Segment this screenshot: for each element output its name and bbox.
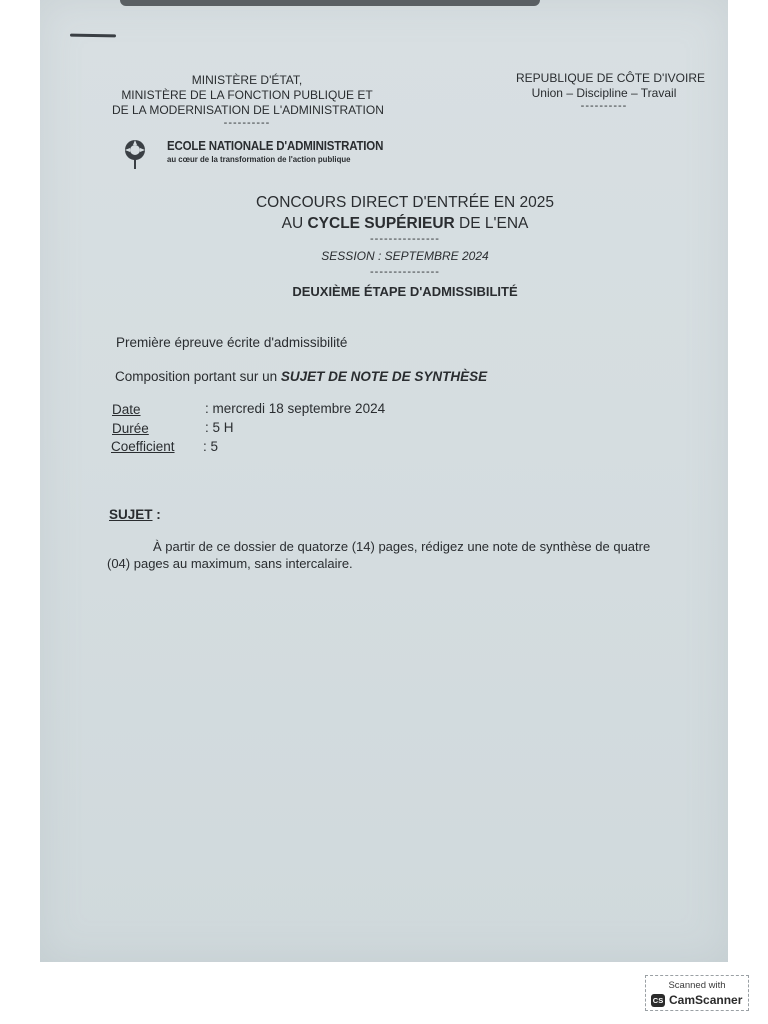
page-top-shadow [120, 0, 540, 6]
ministry-line-1: MINISTÈRE D'ÉTAT, [191, 73, 303, 87]
ministry-line-2: MINISTÈRE DE LA FONCTION PUBLIQUE ET [121, 88, 373, 102]
republic-header [516, 71, 705, 112]
republic-name: REPUBLIQUE DE CÔTE D'IVOIRE [516, 71, 705, 85]
badge-brand-name: CamScanner [669, 993, 743, 1007]
republic-motto: Union – Discipline – Travail [531, 86, 677, 100]
republic-separator: ---------- [580, 100, 628, 112]
duration-value: : 5 H [205, 420, 234, 435]
contest-title-line-1: CONCOURS DIRECT D'ENTRÉE EN 2025 [255, 194, 555, 211]
ena-emblem-icon [118, 136, 152, 170]
title-separator: --------------- [370, 233, 440, 245]
ministry-header [112, 73, 382, 129]
contest-title-line-2: AU CYCLE SUPÉRIEUR DE L'ENA [281, 215, 529, 232]
school-name: ECOLE NATIONALE D'ADMINISTRATION [167, 139, 384, 153]
contest-title [205, 192, 605, 245]
sujet-heading: SUJET : [109, 507, 161, 522]
camscanner-badge [645, 975, 749, 1011]
composition-subject: SUJET DE NOTE DE SYNTHÈSE [280, 369, 488, 384]
coefficient-label: Coefficient [111, 439, 175, 454]
coefficient-value: : 5 [203, 439, 219, 454]
badge-caption: Scanned with [668, 980, 726, 991]
ministry-line-3: DE LA MODERNISATION DE L'ADMINISTRATION [112, 103, 384, 117]
camscanner-logo-icon: CS [652, 996, 664, 1005]
session-separator: --------------- [370, 266, 440, 278]
cycle-name: CYCLE SUPÉRIEUR [307, 215, 455, 232]
epreuve-label: Première épreuve écrite d'admissibilité [116, 335, 348, 350]
ministry-separator: ---------- [223, 117, 271, 129]
stage-title: DEUXIÈME ÉTAPE D'ADMISSIBILITÉ [292, 284, 518, 299]
session-label: SESSION : SEPTEMBRE 2024 [321, 249, 489, 263]
date-value: : mercredi 18 septembre 2024 [205, 401, 386, 416]
sujet-text: À partir de ce dossier de quatorze (14) pages, rédigez une note de synthèse de quatre (04) pages au maximum, sans intercalaire. [107, 539, 651, 571]
duration-label: Durée [112, 421, 149, 436]
school-tagline: au cœur de la transformation de l'action publique [167, 154, 351, 164]
date-label: Date [112, 402, 141, 417]
composition-line: Composition portant sur un SUJET DE NOTE DE SYNTHÈSE [115, 369, 488, 384]
